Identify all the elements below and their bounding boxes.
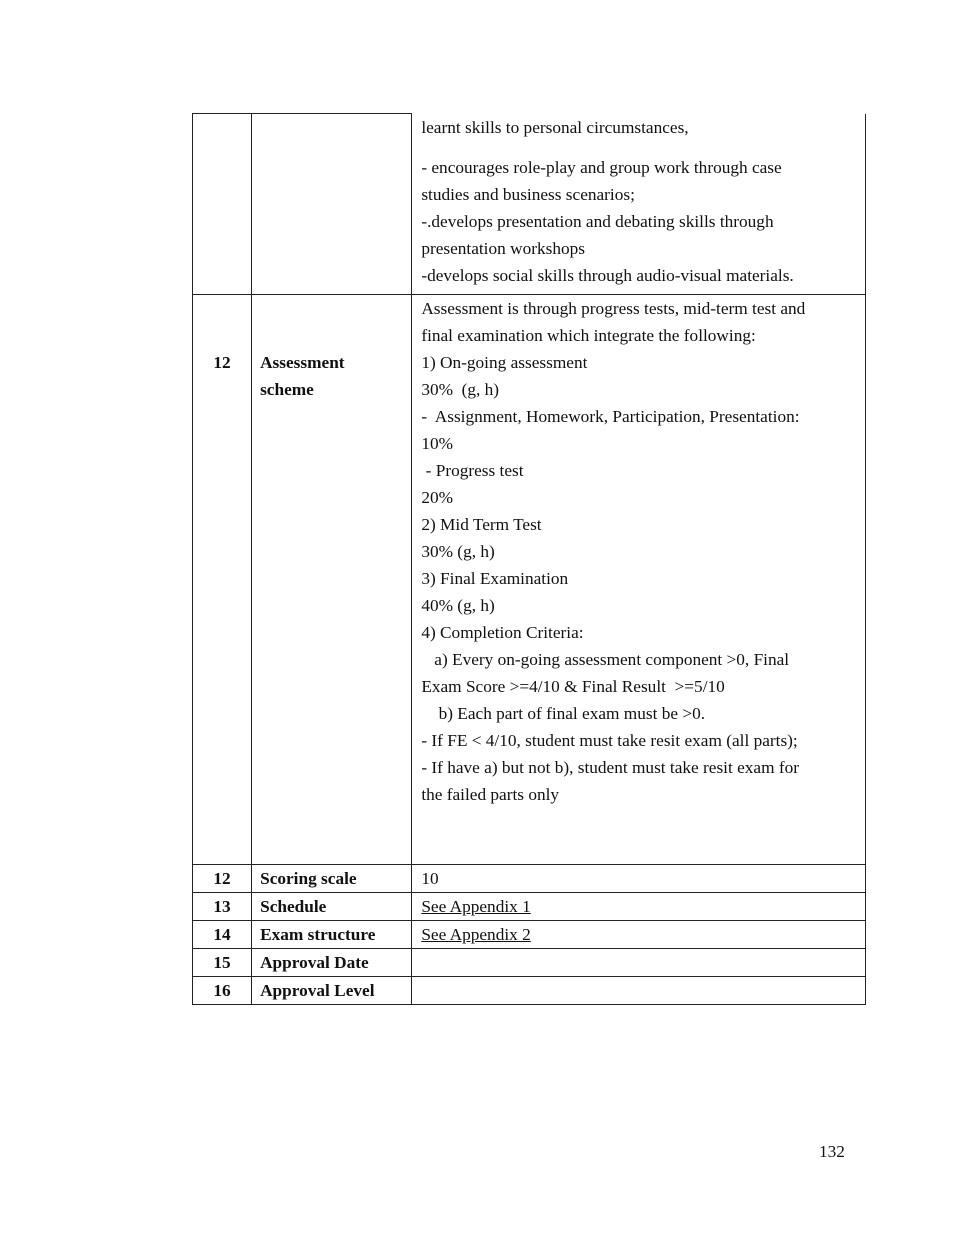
- content-line: 4) Completion Criteria:: [421, 623, 584, 642]
- row-label-cell: Approval Level: [252, 977, 412, 1005]
- approval-date-value: [412, 949, 866, 977]
- row-number-cell: 12: [193, 865, 252, 893]
- page-number: 132: [819, 1142, 845, 1161]
- content-line: 20%: [421, 488, 453, 507]
- content-line: 3) Final Examination: [421, 569, 569, 588]
- row-label-cell: Schedule: [252, 893, 412, 921]
- table-row-scoring-scale: [193, 865, 866, 893]
- content-line: 2) Mid Term Test: [421, 515, 542, 534]
- content-line: Exam Score >=4/10 & Final Result >=5/10: [421, 677, 725, 696]
- row-label-cell: [252, 114, 412, 295]
- row-label-cell: Exam structure: [252, 921, 412, 949]
- content-line: - If FE < 4/10, student must take resit exam (all parts);: [421, 731, 798, 750]
- row-number-cell: 15: [193, 949, 252, 977]
- table-row-approval-date: [193, 949, 866, 977]
- appendix-1-link[interactable]: See Appendix 1: [421, 897, 531, 916]
- table-row-schedule: [193, 893, 866, 921]
- table-row-assessment-scheme: [193, 295, 866, 865]
- row-number-cell: 14: [193, 921, 252, 949]
- content-line: 30% (g, h): [421, 380, 500, 399]
- content-line: -develops social skills through audio-visual materials.: [421, 265, 794, 285]
- row-number-cell: 16: [193, 977, 252, 1005]
- content-line: presentation workshops: [421, 238, 585, 258]
- content-line: -.develops presentation and debating skills through: [421, 211, 774, 231]
- content-line: - Progress test: [421, 461, 524, 480]
- scoring-scale-value: 10: [412, 865, 866, 893]
- table-row-approval-level: [193, 977, 866, 1005]
- content-line: studies and business scenarios;: [421, 184, 635, 204]
- row-label-cell: [252, 295, 412, 865]
- assessment-scheme-content: [412, 295, 866, 865]
- row-number-cell: [193, 295, 252, 865]
- schedule-value-cell: [412, 893, 866, 921]
- row-label-cell: Approval Date: [252, 949, 412, 977]
- content-line: - encourages role-play and group work through case: [421, 157, 782, 177]
- content-line: final examination which integrate the following:: [421, 326, 756, 345]
- table-row-exam-structure: [193, 921, 866, 949]
- content-line: Assessment is through progress tests, mid-term test and: [421, 299, 806, 318]
- table-row-continuation: [193, 114, 866, 295]
- content-line: 1) On-going assessment: [421, 353, 588, 372]
- row-number-cell: 13: [193, 893, 252, 921]
- course-spec-table: [192, 113, 866, 1005]
- row-number-cell: [193, 114, 252, 295]
- content-line: b) Each part of final exam must be >0.: [421, 704, 706, 723]
- content-line: - If have a) but not b), student must take resit exam for: [421, 758, 799, 777]
- row-number: 12: [213, 353, 231, 372]
- teaching-methods-content: [412, 114, 866, 295]
- content-line: - Assignment, Homework, Participation, Presentation:: [421, 407, 800, 426]
- content-line: a) Every on-going assessment component >0, Final: [421, 650, 790, 669]
- content-line: 40% (g, h): [421, 596, 495, 615]
- row-label-line: Assessment: [260, 353, 345, 372]
- exam-structure-value-cell: [412, 921, 866, 949]
- content-line: learnt skills to personal circumstances,: [421, 117, 689, 137]
- content-line: the failed parts only: [421, 785, 560, 804]
- row-label-cell: Scoring scale: [252, 865, 412, 893]
- row-label-line: scheme: [260, 380, 314, 399]
- approval-level-value: [412, 977, 866, 1005]
- content-line: 30% (g, h): [421, 542, 495, 561]
- content-line: 10%: [421, 434, 453, 453]
- appendix-2-link[interactable]: See Appendix 2: [421, 925, 531, 944]
